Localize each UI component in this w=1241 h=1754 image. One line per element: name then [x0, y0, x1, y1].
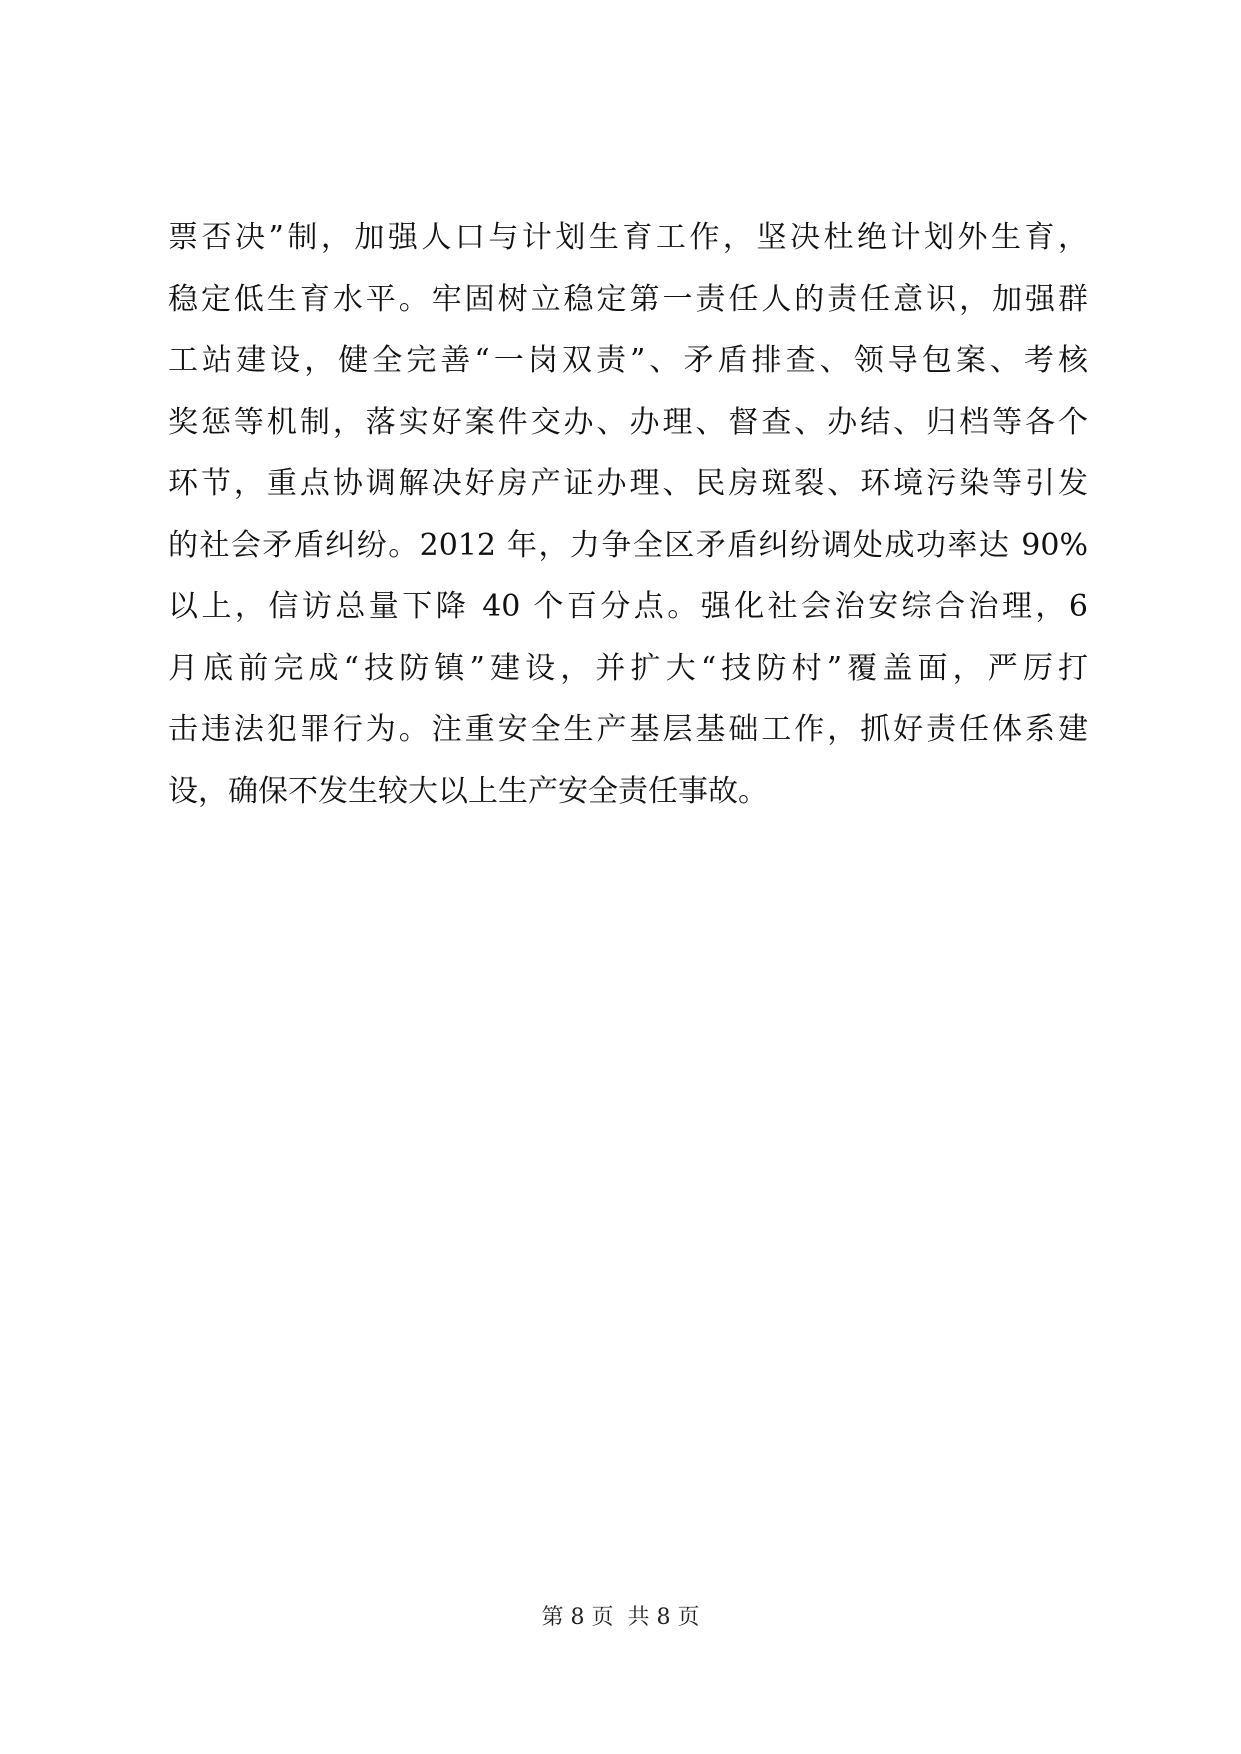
text-line: 环节，重点协调解决好房产证办理、民房斑裂、环境污染等引发 [168, 466, 1088, 501]
text-line: 设，确保不发生较大以上生产安全责任事故。 [168, 773, 768, 809]
text-line: 稳定低生育水平。牢固树立稳定第一责任人的责任意识，加强群 [168, 281, 1088, 317]
page-number: 第 8 页 [541, 1605, 614, 1630]
body-paragraph [168, 207, 1088, 822]
text-line: 工站建设，健全完善“一岗双责”、矛盾排查、领导包案、考核 [168, 343, 1088, 378]
text-line: 的社会矛盾纠纷。2012 年，力争全区矛盾纠纷调处成功率达 90% [168, 527, 1088, 563]
text-line: 以上，信访总量下降 40 个百分点。强化社会治安综合治理，6 [168, 589, 1088, 624]
text-line: 击违法犯罪行为。注重安全生产基层基础工作，抓好责任体系建 [168, 712, 1088, 747]
page-footer [0, 1603, 1241, 1633]
text-line: 票否决”制，加强人口与计划生育工作，坚决杜绝计划外生育， [168, 220, 1088, 255]
page-total: 共 8 页 [627, 1605, 700, 1630]
text-line: 奖惩等机制，落实好案件交办、办理、督查、办结、归档等各个 [168, 404, 1088, 440]
text-line: 月底前完成“技防镇”建设，并扩大“技防村”覆盖面，严厉打 [168, 650, 1088, 686]
